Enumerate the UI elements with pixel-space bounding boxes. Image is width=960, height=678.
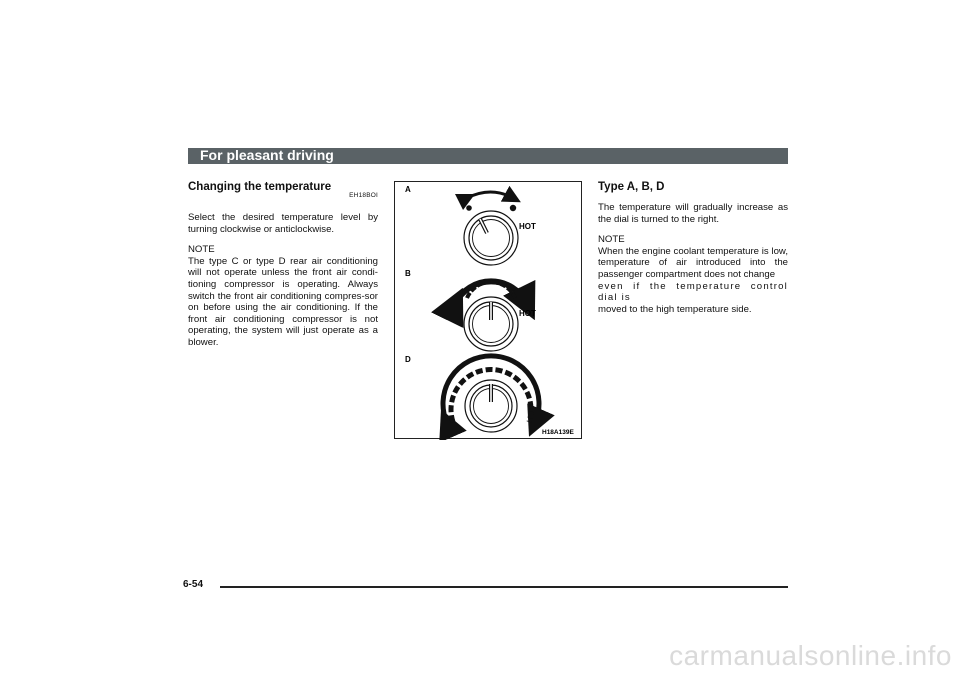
page-number: 6-54 bbox=[183, 579, 204, 590]
type-d-label: D bbox=[405, 355, 411, 364]
temperature-dial-figure bbox=[394, 181, 582, 439]
section-header-title: For pleasant driving bbox=[200, 147, 334, 163]
watermark: carmanualsonline.info bbox=[669, 640, 952, 671]
section-header-bar bbox=[188, 148, 788, 164]
dial-illustration bbox=[395, 182, 583, 440]
section-title: Changing the temperature bbox=[188, 181, 332, 193]
right-column bbox=[598, 180, 788, 315]
right-note-text-3: moved to the high temperature side. bbox=[598, 303, 752, 315]
right-note-label: NOTE bbox=[598, 234, 625, 246]
type-d-dial bbox=[443, 356, 539, 432]
type-a-dial bbox=[464, 192, 536, 265]
footer-rule bbox=[220, 586, 788, 588]
type-a-label: A bbox=[405, 185, 411, 194]
section-code: EH18BOI bbox=[349, 192, 378, 199]
right-note-text-2: even if the temperature control dial is bbox=[598, 280, 788, 304]
type-a-hot-label: HOT bbox=[519, 222, 536, 231]
type-b-hot-label: HOT bbox=[519, 309, 536, 318]
instruction-paragraph: Select the desired temperature level by turning clockwise or anticlockwise. bbox=[188, 212, 378, 235]
note-text: The type C or type D rear air conditioning will not operate unless the front air condi-tioning compressor is operating. Always switch the front air conditioning compres-sor on before using the air conditioning. If the front air conditioning compressor is not operating, the system will just operate as a blower. bbox=[188, 255, 378, 348]
note-label: NOTE bbox=[188, 244, 215, 256]
left-column bbox=[188, 180, 378, 349]
type-title: Type A, B, D bbox=[598, 181, 665, 193]
type-b-label: B bbox=[405, 269, 411, 278]
type-description: The temperature will gradually increase as the dial is turned to the right. bbox=[598, 202, 788, 225]
right-note-text-1: When the engine coolant temperature is low, temperature of air introduced into the passenger compartment does not change bbox=[598, 245, 788, 280]
figure-code: H18A139E bbox=[542, 429, 574, 436]
type-b-dial bbox=[455, 281, 536, 351]
